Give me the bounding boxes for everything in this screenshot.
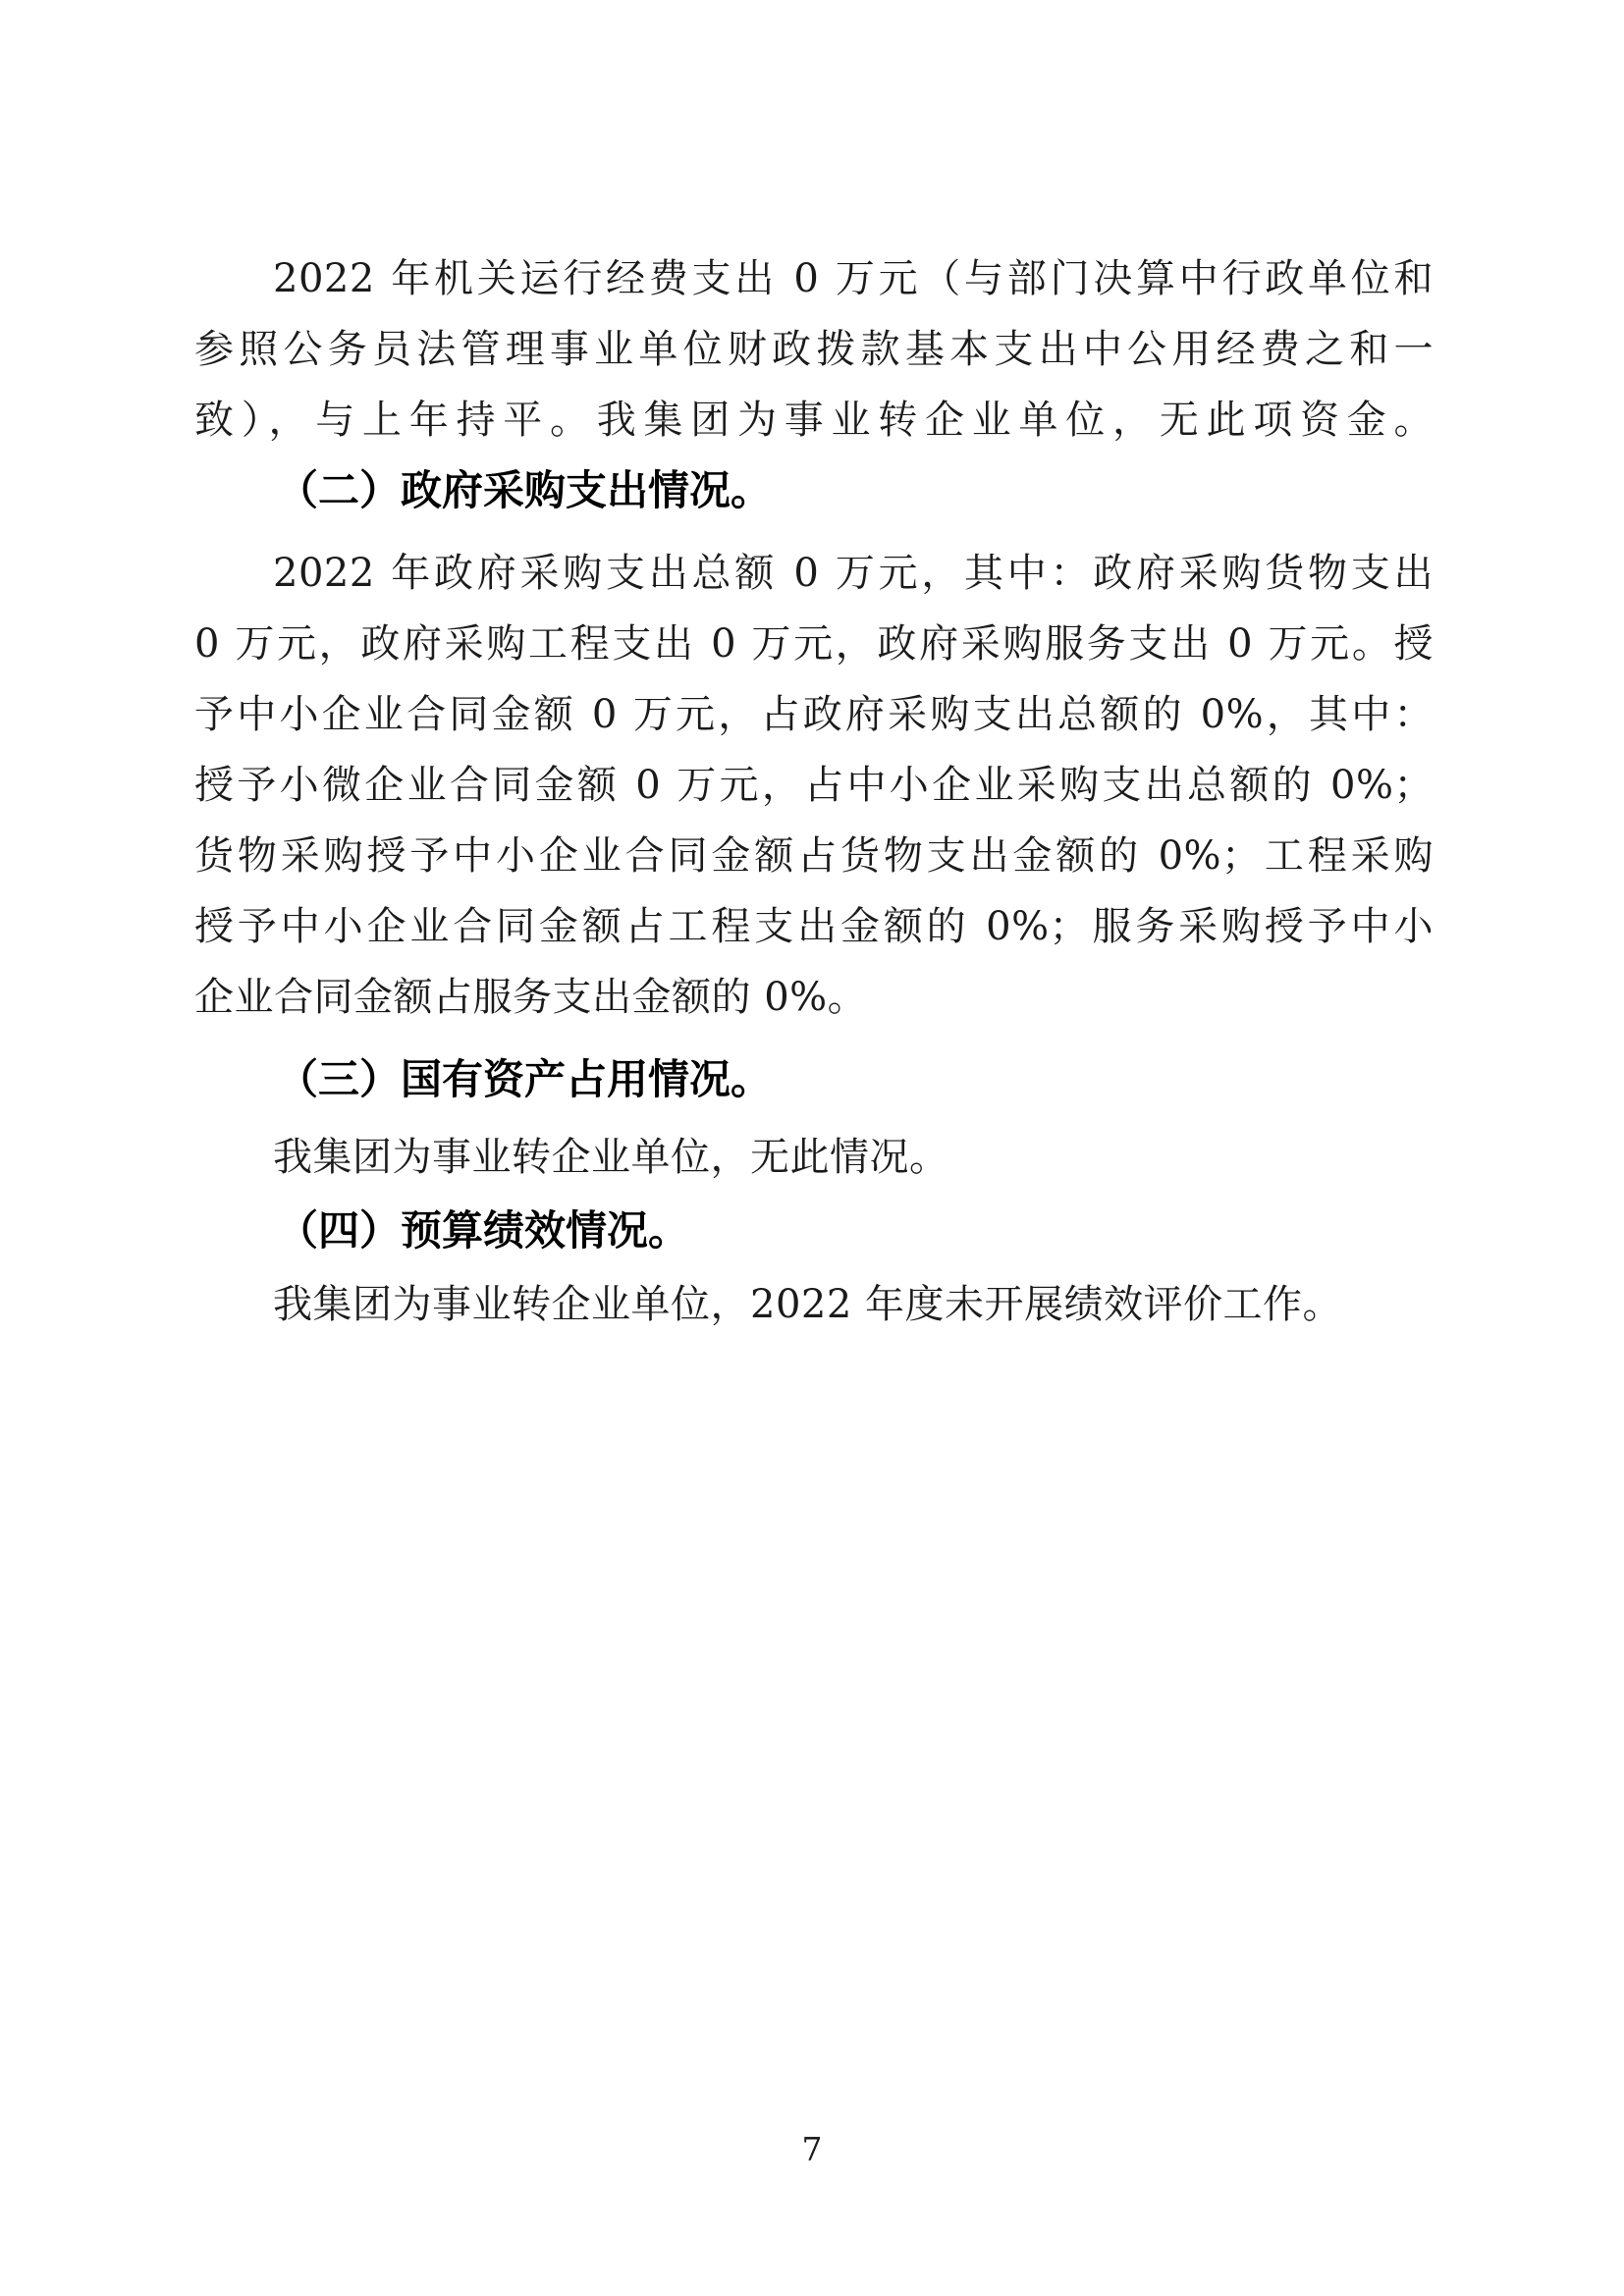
heading-gov-procurement: （二）政府采购支出情况。: [277, 466, 773, 514]
text-line: 企业合同金额占服务支出金额的 0%。: [194, 975, 868, 1020]
text-line: 我集团为事业转企业单位，2022 年度未开展绩效评价工作。: [273, 1282, 1343, 1327]
heading-state-assets: （三）国有资产占用情况。: [277, 1055, 773, 1103]
paragraph-operating-expense: [194, 244, 1434, 456]
page-number: 7: [801, 2130, 823, 2168]
text-line: 货物采购授予中小企业合同金额占货物支出金额的 0%；工程采购: [194, 833, 1434, 879]
text-line: 予中小企业合同金额 0 万元，占政府采购支出总额的 0%，其中：: [194, 692, 1434, 737]
text-line: 授予中小企业合同金额占工程支出金额的 0%；服务采购授予中小: [194, 904, 1434, 949]
text-line: 致），与上年持平。我集团为事业转企业单位，无此项资金。: [194, 398, 1434, 443]
text-line: 参照公务员法管理事业单位财政拨款基本支出中公用经费之和一: [194, 327, 1434, 372]
paragraph-budget-performance: [194, 1270, 1434, 1341]
text-line: 授予小微企业合同金额 0 万元，占中小企业采购支出总额的 0%；: [194, 763, 1434, 808]
text-line: 0 万元，政府采购工程支出 0 万元，政府采购服务支出 0 万元。授: [194, 621, 1434, 667]
text-line: 我集团为事业转企业单位，无此情况。: [273, 1135, 949, 1180]
text-line: 2022 年机关运行经费支出 0 万元（与部门决算中行政单位和: [273, 256, 1434, 301]
heading-budget-performance: （四）预算绩效情况。: [277, 1206, 690, 1255]
paragraph-state-assets: [194, 1123, 1434, 1194]
paragraph-gov-procurement: [194, 539, 1434, 1034]
text-line: 2022 年政府采购支出总额 0 万元，其中：政府采购货物支出: [273, 551, 1434, 596]
